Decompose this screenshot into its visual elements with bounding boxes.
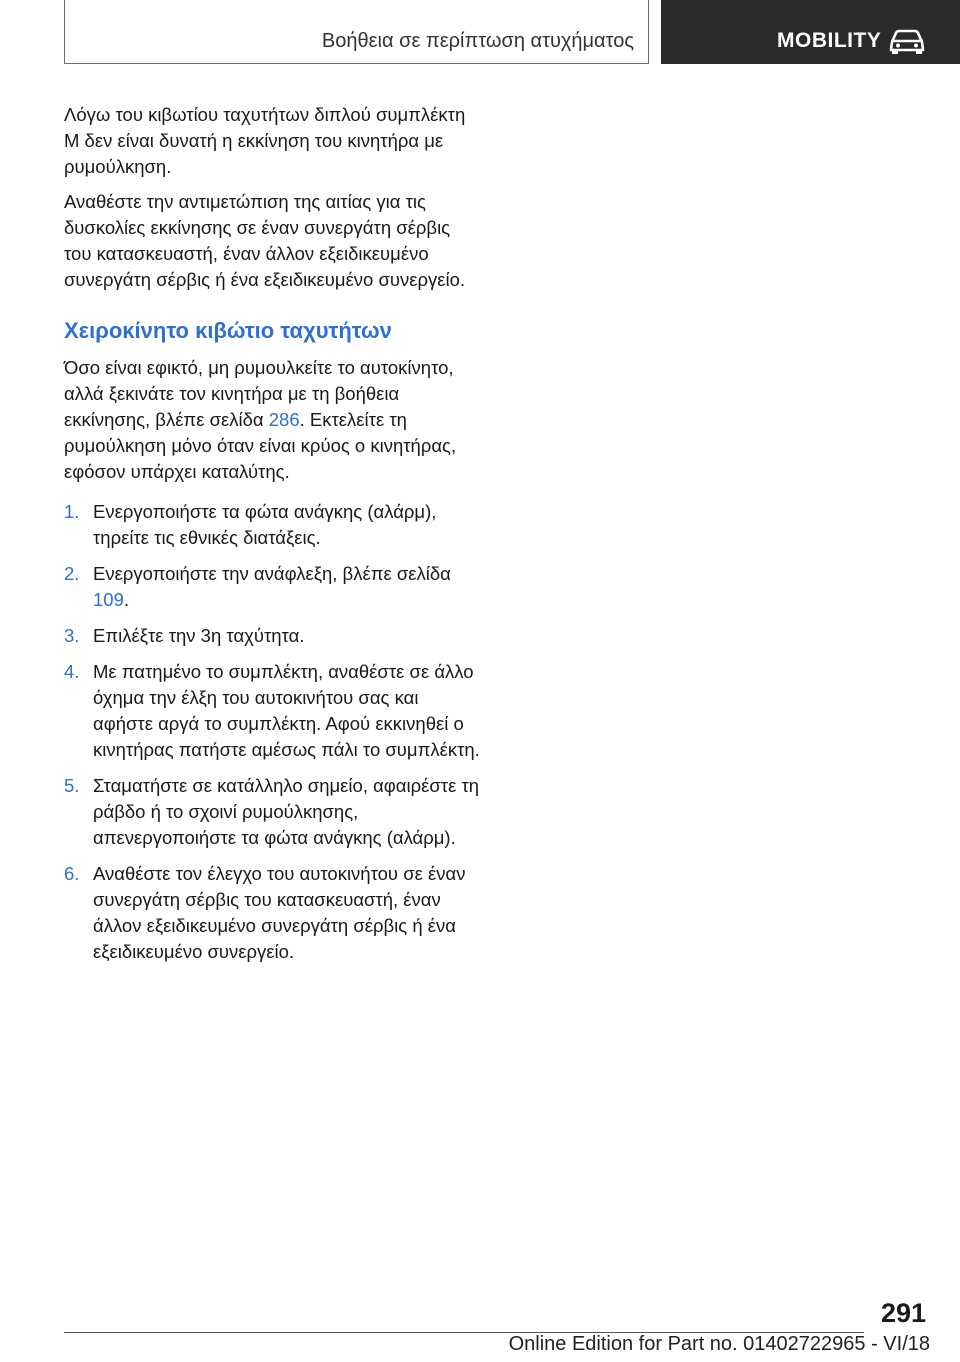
page-link-109[interactable]: 109 <box>93 589 124 610</box>
step-text: Επιλέξτε την 3η ταχύτητα. <box>93 625 305 646</box>
step-text: Αναθέστε τον έλεγχο του αυτοκινήτου σε έναν συνεργάτη σέρβις του κατασκευαστή, έναν άλλον εξειδικευμένο συνεργάτη σέρβις ή ένα εξειδικευμένο συνεργείο. <box>93 863 466 962</box>
step-number: 5. <box>64 775 80 796</box>
step-text: Ενεργοποιήστε τα φώτα ανάγκης (αλάρμ), τηρείτε τις εθνικές διατάξεις. <box>93 501 437 548</box>
step-number: 6. <box>64 863 80 884</box>
list-item <box>64 659 480 763</box>
step-number: 4. <box>64 661 80 682</box>
chapter-title: Βοήθεια σε περίπτωση ατυχήματος <box>321 30 634 52</box>
intro-text: . Εκτελείτε τη ρυμούλκηση μόνο όταν είναι κρύος ο κινητήρας, εφόσον υπάρχει καταλύτης. <box>64 409 457 482</box>
section-title: Χειροκίνητο κιβώτιο ταχυτήτων <box>64 318 392 343</box>
list-item <box>64 773 480 851</box>
step-text: . <box>123 589 130 610</box>
page-number: 291 <box>880 1298 926 1328</box>
intro-text: Όσο είναι εφικτό, μη ρυμουλκείτε το αυτοκίνητο, αλλά ξεκινάτε τον κινητήρα με τη βοήθεια εκκίνησης, βλέπε σελίδα <box>64 357 454 430</box>
steps-list <box>64 499 480 965</box>
step-number: 3. <box>64 625 80 646</box>
section-label: MOBILITY <box>777 29 882 52</box>
section-intro <box>64 355 480 485</box>
car-icon <box>888 26 926 56</box>
list-item <box>64 861 480 965</box>
step-number: 2. <box>64 563 80 584</box>
header-title-box <box>64 0 649 64</box>
footer-edition: Online Edition for Part no. 01402722965 - VI/18 <box>508 1333 930 1355</box>
step-number: 1. <box>64 501 80 522</box>
section-tab-mobility <box>661 0 960 64</box>
main-content <box>64 102 480 975</box>
step-text: Με πατημένο το συμπλέκτη, αναθέστε σε άλλο όχημα την έλξη του αυτοκινήτου σας και αφήστε αργά το συμπλέκτη. Αφού εκκινηθεί ο κινητήρας πατήστε αμέσως πάλι το συμπλέκτη. <box>93 661 480 760</box>
list-item <box>64 561 480 613</box>
step-text: Σταματήστε σε κατάλληλο σημείο, αφαιρέστε τη ράβδο ή το σχοινί ρυμούλκησης, απενεργοποιήστε τα φώτα ανάγκης (αλάρμ). <box>93 775 480 848</box>
step-text: Ενεργοποιήστε την ανάφλεξη, βλέπε σελίδα <box>93 563 451 584</box>
list-item <box>64 499 480 551</box>
list-item <box>64 623 480 649</box>
paragraph: Λόγω του κιβωτίου ταχυτήτων διπλού συμπλέκτη M δεν είναι δυνατή η εκκίνηση του κινητήρα με ρυμούλκηση. <box>64 104 466 177</box>
paragraph: Αναθέστε την αντιμετώπιση της αιτίας για τις δυσκολίες εκκίνησης σε έναν συνεργάτη σέρβις του κατασκευαστή, έναν άλλον εξειδικευμένο συνεργάτη σέρβις ή ένα εξειδικευμένο συνεργείο. <box>64 191 466 290</box>
page-link-286[interactable]: 286 <box>268 409 300 430</box>
